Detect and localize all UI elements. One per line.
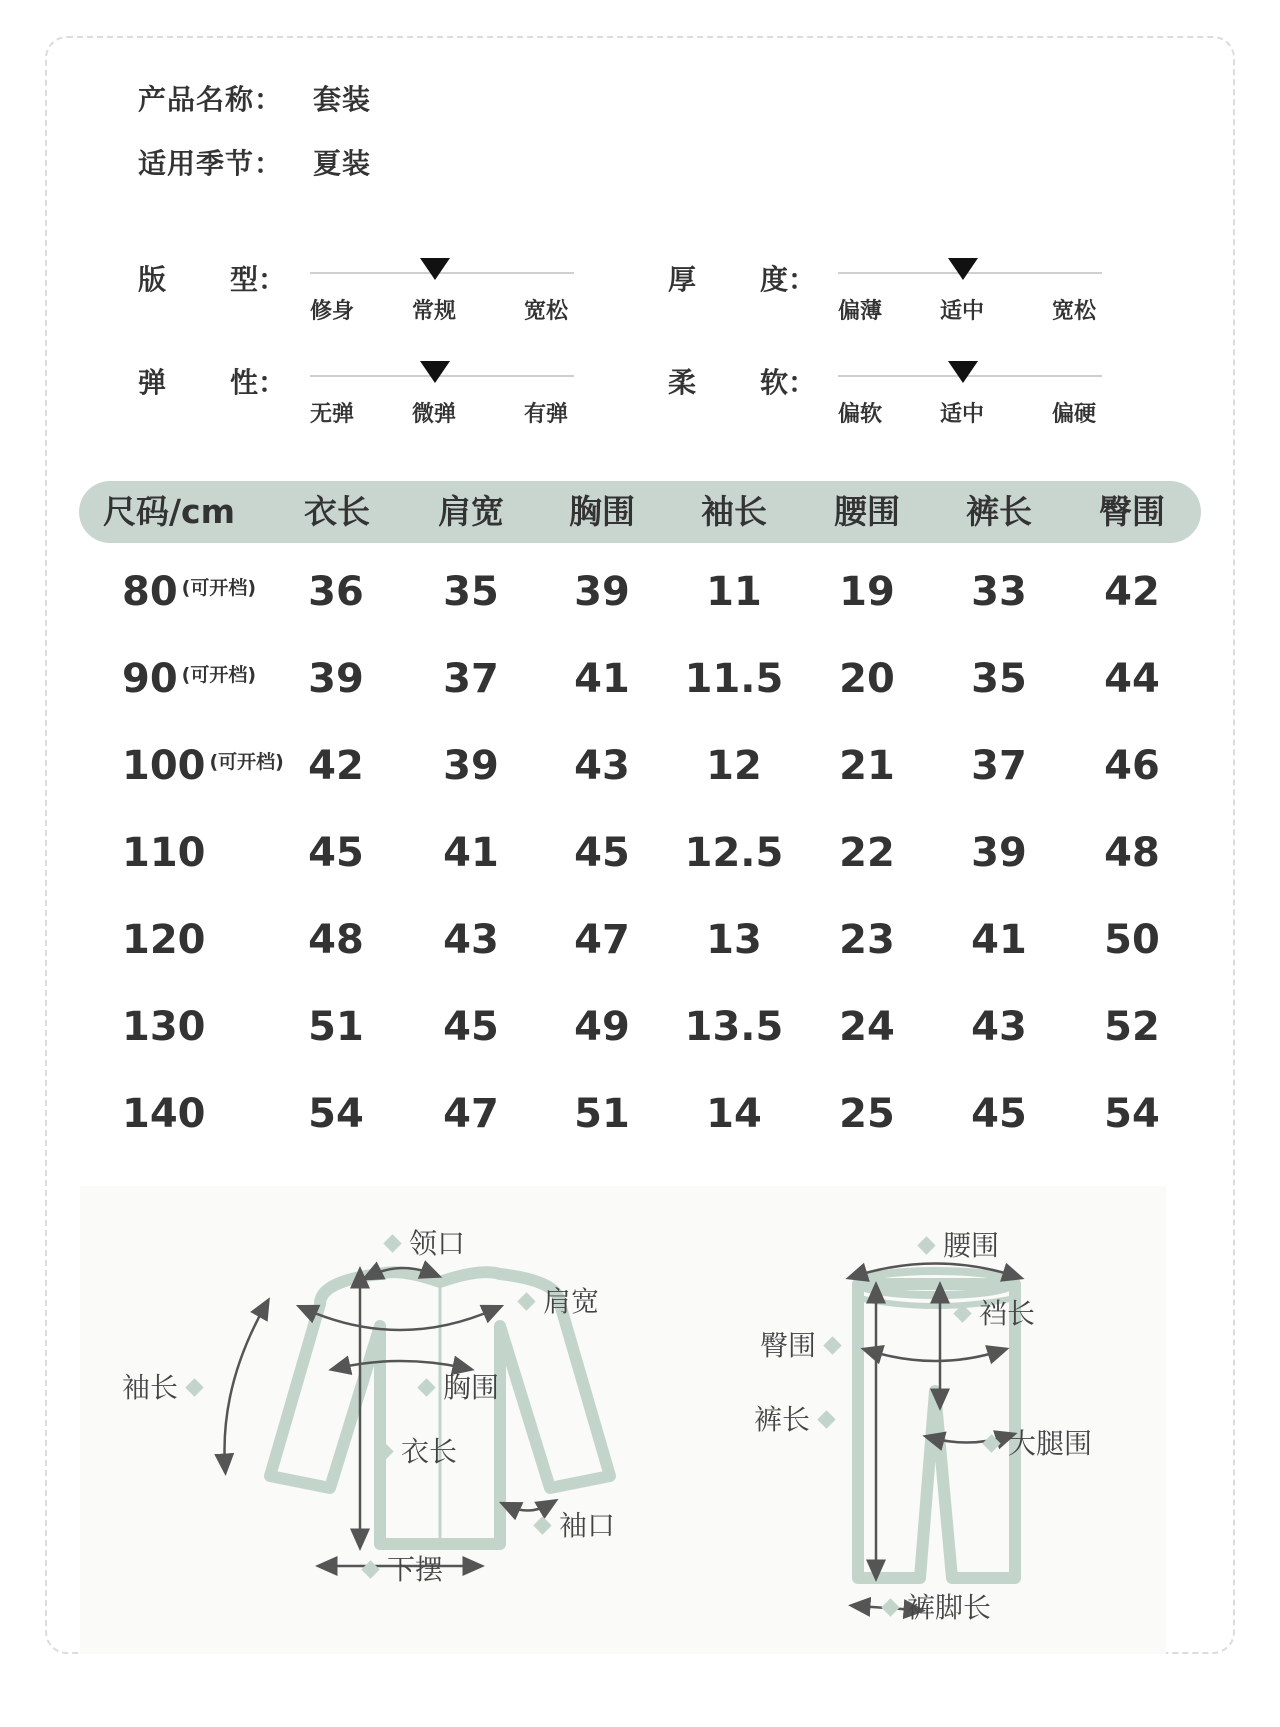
table-cell: 35 — [971, 656, 1027, 702]
table-cell: 25 — [839, 1091, 895, 1137]
table-cell: 11.5 — [684, 656, 784, 702]
rating-option: 无弹 — [310, 402, 355, 427]
table-cell: 42 — [308, 743, 364, 789]
table-row — [0, 1084, 1280, 1144]
table-cell: 13 — [706, 917, 762, 963]
column-header: 袖长 — [701, 492, 767, 531]
size-cell — [122, 910, 206, 970]
column-header: 胸围 — [569, 492, 635, 531]
table-cell: 51 — [574, 1091, 630, 1137]
table-cell: 41 — [971, 917, 1027, 963]
size-cell — [122, 823, 206, 883]
column-header: 肩宽 — [438, 492, 504, 531]
rating-option: 微弹 — [412, 402, 457, 427]
table-cell: 48 — [1104, 830, 1160, 876]
table-cell: 35 — [443, 569, 499, 615]
column-header: 臀围 — [1099, 492, 1165, 531]
table-cell: 43 — [971, 1004, 1027, 1050]
table-cell: 19 — [839, 569, 895, 615]
table-cell: 49 — [574, 1004, 630, 1050]
table-cell: 45 — [574, 830, 630, 876]
table-cell: 44 — [1104, 656, 1160, 702]
table-cell: 54 — [308, 1091, 364, 1137]
table-cell: 23 — [839, 917, 895, 963]
size-value: 90 — [122, 656, 178, 702]
label-length: 衣长 — [368, 1430, 457, 1470]
table-cell: 11 — [706, 569, 762, 615]
rating-label-char: 弹 — [138, 366, 167, 399]
label-collar: 领口 — [376, 1222, 465, 1262]
table-cell: 39 — [443, 743, 499, 789]
rating-option: 适中 — [940, 402, 985, 427]
table-cell: 47 — [443, 1091, 499, 1137]
table-cell: 12.5 — [684, 830, 784, 876]
rating-marker-icon — [948, 258, 978, 280]
table-cell: 39 — [971, 830, 1027, 876]
size-value: 100 — [122, 743, 206, 789]
table-cell: 46 — [1104, 743, 1160, 789]
rating-label-char: 柔 — [668, 366, 697, 399]
table-cell: 43 — [443, 917, 499, 963]
rating-marker-icon — [948, 361, 978, 383]
label-sleeve: 袖长 — [122, 1366, 211, 1406]
table-row — [0, 562, 1280, 622]
table-row — [0, 736, 1280, 796]
size-cell — [122, 997, 206, 1057]
table-cell: 12 — [706, 743, 762, 789]
rating-option: 有弹 — [524, 402, 569, 427]
table-cell: 33 — [971, 569, 1027, 615]
table-cell: 24 — [839, 1004, 895, 1050]
rating-marker-icon — [420, 258, 450, 280]
table-cell: 51 — [308, 1004, 364, 1050]
rating-option: 宽松 — [524, 299, 569, 324]
table-cell: 42 — [1104, 569, 1160, 615]
rating-label-char: 性： — [230, 366, 287, 399]
label-hip: 臀围 — [760, 1324, 849, 1364]
product-name-row — [138, 78, 372, 118]
table-cell: 37 — [443, 656, 499, 702]
table-cell: 14 — [706, 1091, 762, 1137]
size-note: (可开档) — [181, 577, 257, 599]
table-cell: 43 — [574, 743, 630, 789]
rating-marker-icon — [420, 361, 450, 383]
column-header: 腰围 — [834, 492, 900, 531]
rating-option: 适中 — [940, 299, 985, 324]
size-value: 120 — [122, 917, 206, 963]
size-value: 140 — [122, 1091, 206, 1137]
rating-label-char: 版 — [138, 263, 167, 296]
table-cell: 45 — [443, 1004, 499, 1050]
table-row — [0, 997, 1280, 1057]
label-waist: 腰围 — [910, 1224, 999, 1264]
table-cell: 52 — [1104, 1004, 1160, 1050]
table-cell: 50 — [1104, 917, 1160, 963]
column-header: 尺码/cm — [103, 492, 235, 531]
rating-option: 修身 — [310, 299, 355, 324]
table-cell: 20 — [839, 656, 895, 702]
size-cell — [122, 562, 256, 624]
garment-illustration — [80, 1186, 1166, 1654]
label-thigh: 大腿围 — [975, 1422, 1092, 1462]
table-row — [0, 823, 1280, 883]
table-cell: 36 — [308, 569, 364, 615]
table-row — [0, 910, 1280, 970]
size-cell — [122, 736, 284, 798]
label-shoulder: 肩宽 — [510, 1280, 599, 1320]
label-pants-length: 裤长 — [754, 1398, 843, 1438]
size-table-header — [79, 481, 1201, 543]
label-cuff: 袖口 — [526, 1504, 615, 1544]
table-cell: 45 — [308, 830, 364, 876]
column-header: 裤长 — [966, 492, 1032, 531]
table-cell: 45 — [971, 1091, 1027, 1137]
label-chest: 胸围 — [410, 1366, 499, 1406]
label-hem: 下摆 — [354, 1548, 443, 1588]
size-value: 80 — [122, 569, 178, 615]
product-season-value: 夏装 — [313, 147, 372, 180]
product-name-label: 产品名称： — [138, 83, 284, 116]
product-season-label: 适用季节： — [138, 147, 284, 180]
size-value: 130 — [122, 1004, 206, 1050]
table-cell: 47 — [574, 917, 630, 963]
size-value: 110 — [122, 830, 206, 876]
label-leg-opening: 裤脚长 — [874, 1586, 991, 1626]
table-cell: 13.5 — [684, 1004, 784, 1050]
column-header: 衣长 — [304, 492, 370, 531]
rating-slider — [310, 359, 574, 429]
rating-option: 偏硬 — [1052, 402, 1097, 427]
rating-slider — [310, 256, 574, 326]
rating-option: 偏软 — [838, 402, 883, 427]
table-row — [0, 649, 1280, 709]
rating-option: 常规 — [412, 299, 457, 324]
table-cell: 54 — [1104, 1091, 1160, 1137]
rating-slider — [838, 256, 1102, 326]
size-note: (可开档) — [181, 664, 257, 686]
rating-label-char: 软： — [760, 366, 817, 399]
table-cell: 21 — [839, 743, 895, 789]
table-cell: 41 — [574, 656, 630, 702]
size-cell — [122, 1084, 206, 1144]
rating-label-char: 度： — [760, 263, 817, 296]
rating-option: 宽松 — [1052, 299, 1097, 324]
table-cell: 39 — [574, 569, 630, 615]
rating-label-char: 厚 — [668, 263, 697, 296]
table-cell: 37 — [971, 743, 1027, 789]
rating-label-char: 型： — [230, 263, 287, 296]
rating-option: 偏薄 — [838, 299, 883, 324]
table-cell: 41 — [443, 830, 499, 876]
product-name-value: 套装 — [313, 83, 372, 116]
size-cell — [122, 649, 256, 711]
table-cell: 22 — [839, 830, 895, 876]
table-cell: 39 — [308, 656, 364, 702]
measurement-diagram — [80, 1186, 1166, 1654]
product-season-row — [138, 142, 372, 182]
table-cell: 48 — [308, 917, 364, 963]
rating-slider — [838, 359, 1102, 429]
size-note: (可开档) — [209, 751, 284, 773]
label-rise: 裆长 — [946, 1292, 1035, 1332]
